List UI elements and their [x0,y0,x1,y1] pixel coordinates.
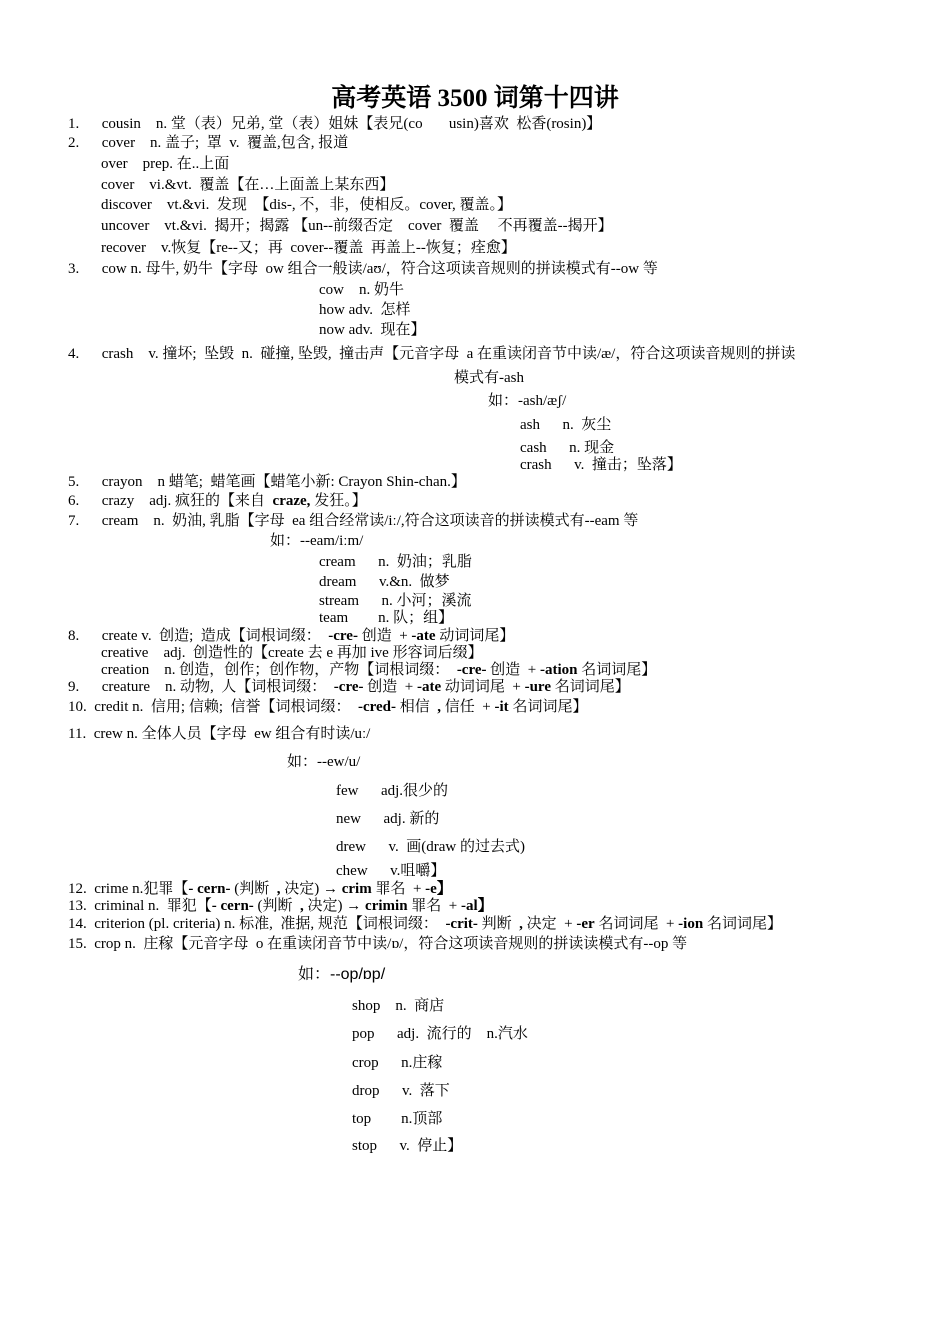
entry-14-a: 判断 [477,916,520,932]
entry-8-create [68,627,514,645]
entry-10-mid: 相信 [396,699,438,715]
entry-14-suffix1: -er [576,916,595,932]
entry-6-root: craze, [272,493,311,509]
entry-8b-mid: 创造 + [486,662,540,678]
entry-8-tail: 动词词尾】 [435,628,515,644]
entry-8b-tail: 名词词尾】 [577,662,657,678]
entry-11-example-drew: drew v. 画(draw 的过去式) [336,839,525,855]
entry-10-root: -cred- [357,699,397,715]
entry-9-suffix1: -ate [416,679,442,695]
entry-8b-root: -cre- [456,662,487,678]
entry-2-cover: 2. cover n. 盖子; 罩 v. 覆盖,包含, 报道 [68,135,349,151]
entry-13-a: (判断 [253,898,301,914]
entry-12-a: (判断 [230,881,277,897]
entry-4-example-crash: crash v. 撞击；坠落】 [520,457,682,473]
entry-9-root: -cre- [333,679,364,695]
entry-13-suffix: -al [461,898,478,914]
entry-12-suffix: -e [425,881,437,897]
entry-7-cream: 7. cream n. 奶油, 乳脂【字母 ea 组合经常读/iː/,符合这项读音的拼读模式有--eam 等 [68,513,639,529]
entry-13-b: 决定) → [303,898,366,914]
entry-14-suffix2: -ion [678,916,704,932]
entry-4-pattern: 模式有-ash [454,370,524,386]
entry-6-text: 6. crazy adj. 疯狂的【来自 [68,493,273,509]
entry-14-text: 14. criterion (pl. criteria) n. 标准, 准据, 规范【词根词缀： [68,916,446,932]
entry-3-example-cow: cow n. 奶牛 [319,282,404,298]
entry-10-text: 10. credit n. 信用; 信赖; 信誉【词根词缀： [68,699,358,715]
entry-2-uncover: uncover vt.&vi. 揭开；揭露 【un--前缀否定 cover 覆盖 不再覆盖--揭开】 [101,218,613,234]
entry-11-example-chew: chew v.咀嚼】 [336,863,446,879]
entry-3-example-now: now adv. 现在】 [319,322,426,338]
entry-12-end: 】 [436,881,452,897]
entry-8-root: -cre- [328,628,358,644]
entry-15-crop: 15. crop n. 庄稼【元音字母 o 在重读闭音节中读/ɒ/，符合这项读音规则的拼读读模式有--op 等 [68,936,688,952]
entry-11-crew: 11. crew n. 全体人员【字母 ew 组合有时读/uː/ [68,726,371,742]
entry-14-c: 名词词尾 + [594,916,679,932]
entry-15-example-label: 如：--op/ɒp/ [298,966,386,983]
entry-15-example-top: top n.顶部 [352,1111,443,1127]
entry-9-suffix2: -ure [524,679,551,695]
entry-8-mid: 创造 + [357,628,412,644]
entry-2-recover: recover v.恢复【re--又；再 cover--覆盖 再盖上--恢复；痊愈】 [101,240,516,256]
entry-15-example-drop: drop v. 落下 [352,1083,450,1099]
entry-4-example-ash: ash n. 灰尘 [520,417,612,433]
entry-3-example-how: how adv. 怎样 [319,302,411,318]
entry-7-example-stream: stream n. 小河；溪流 [319,593,472,609]
entry-15-example-stop: stop v. 停止】 [352,1138,463,1154]
entry-13-text: 13. criminal n. 罪犯【 [68,898,212,914]
entry-13-criminal [68,897,493,915]
entry-9-text: 9. creature n. 动物, 人【词根词缀： [68,679,334,695]
entry-12-root: - cern- [188,881,231,897]
entry-3-cow: 3. cow n. 母牛, 奶牛【字母 ow 组合一般读/aʊ/，符合这项读音规则的拼读模式有--ow 等 [68,261,658,277]
entry-6-crazy [68,492,367,510]
entry-9-mid2: 动词词尾 + [441,679,525,695]
entry-15-example-shop: shop n. 商店 [352,998,445,1014]
entry-10-comma: , [437,699,442,715]
entry-13-end: 】 [477,898,493,914]
entry-11-example-label: 如：--ew/u/ [287,754,361,770]
entry-9-tail: 名词词尾】 [550,679,630,695]
entry-15-example-crop: crop n.庄稼 [352,1055,443,1071]
entry-7-example-label: 如：--eam/iːm/ [270,533,364,549]
entry-12-stem: crim [341,881,372,897]
entry-12-b: 决定) → [280,881,342,897]
entry-13-comma: , [300,898,304,914]
entry-14-comma: , [519,916,523,932]
page-title: 高考英语 3500 词第十四讲 [331,85,619,112]
entry-1-cousin: 1. cousin n. 堂（表）兄弟, 堂（表）姐妹【表兄(co usin)喜欢 松香(rosin)】 [68,116,602,132]
entry-10-credit [68,698,587,716]
entry-2-over: over prep. 在..上面 [101,156,230,172]
entry-12-crime [68,880,452,898]
entry-14-root: -crit- [445,916,478,932]
entry-13-stem: crimin [365,898,408,914]
entry-9-creature [68,678,630,696]
entry-13-root: - cern- [211,898,254,914]
entry-12-comma: , [276,881,281,897]
entry-12-text: 12. crime n.犯罪【 [68,881,189,897]
entry-4-example-cash: cash n. 现金 [520,440,615,456]
entry-2-cover-verb: cover vi.&vt. 覆盖【在…上面盖上某东西】 [101,177,395,193]
entry-8b-text: creation n. 创造，创作；创作物，产物【词根词缀： [101,662,457,678]
entry-14-criterion [68,915,782,933]
entry-14-b: 决定 + [522,916,577,932]
entry-12-c: 罪名 + [371,881,426,897]
entry-10-mid2: 信任 + [441,699,495,715]
entry-10-tail: 名词词尾】 [508,699,588,715]
entry-5-crayon: 5. crayon n 蜡笔; 蜡笔画【蜡笔小新: Crayon Shin-chan.】 [68,474,466,490]
entry-6-tail: 发狂。】 [310,493,367,509]
entry-9-mid: 创造 + [363,679,417,695]
entry-7-example-dream: dream v.&n. 做梦 [319,574,450,590]
entry-11-example-few: few adj.很少的 [336,783,449,799]
entry-4-crash: 4. crash v. 撞坏; 坠毁 n. 碰撞, 坠毁, 撞击声【元音字母 a 在重读闭音节中读/æ/，符合这项读音规则的拼读 [68,346,796,362]
entry-8-text: 8. create v. 创造; 造成【词根词缀： [68,628,329,644]
entry-8b-suffix: -ation [539,662,578,678]
entry-14-tail: 名词词尾】 [703,916,782,932]
entry-8-creative: creative adj. 创造性的【create 去 e 再加 ive 形容词后缀】 [101,645,483,661]
entry-7-example-team: team n. 队；组】 [319,610,454,626]
entry-8-creation [101,661,656,679]
entry-8-suffix: -ate [411,628,436,644]
entry-10-suffix: -it [494,699,509,715]
entry-11-example-new: new adj. 新的 [336,811,440,827]
entry-7-example-cream: cream n. 奶油；乳脂 [319,554,472,570]
entry-15-example-pop: pop adj. 流行的 n.汽水 [352,1026,528,1042]
entry-4-example-label: 如：-ash/æʃ/ [488,393,567,409]
entry-2-discover: discover vt.&vi. 发现 【dis-, 不，非，使相反。cover, 覆盖。】 [101,197,513,213]
entry-13-c: 罪名 + [407,898,462,914]
